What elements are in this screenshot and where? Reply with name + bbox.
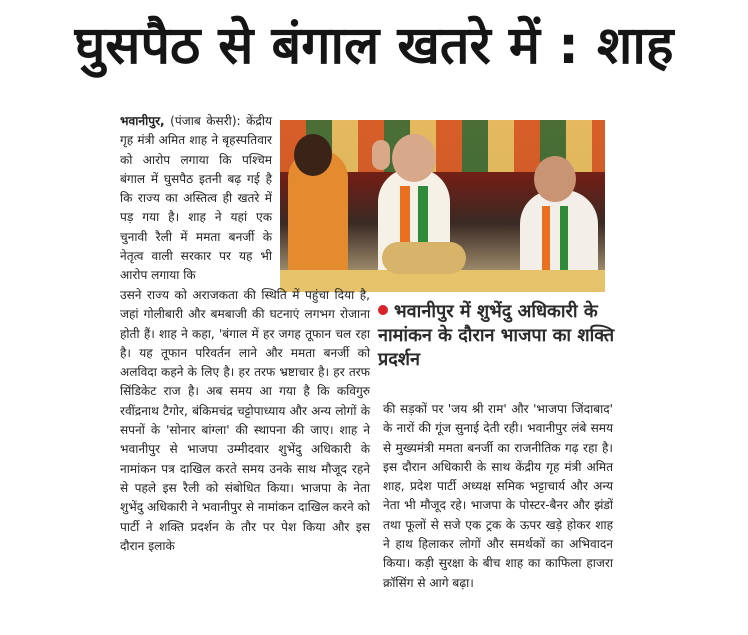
photo-person-left-head: [294, 134, 332, 176]
headline: घुसपैठ से बंगाल खतरे में : शाह: [74, 16, 674, 76]
photo-flower-basket: [382, 242, 466, 274]
article-column-2: [383, 400, 613, 593]
article-text-part-3: की सड़कों पर 'जय श्री राम' और 'भाजपा जिंदाबाद' के नारों की गूंज सुनाई देती रही। भवानीपुर लंबे समय से मुख्यमंत्री ममता बनर्जी का राजनीतिक गढ़ रहा है। इस दौरान अधिकारी के साथ केंद्रीय गृह मंत्री अमित शाह, प्रदेश पार्टी अध्यक्ष समिक भट्टाचार्य और अन्य नेता भी मौजूद रहे। भाजपा के पोस्टर-बैनर और झंडों तथा फूलों से सजे एक ट्रक के ऊपर खड़े होकर शाह ने हाथ हिलाकर लोगों और समर्थकों का अभिवादन किया। कड़ी सुरक्षा के बीच शाह का काफिला हाजरा क्रॉसिंग से आगे बढ़ा।: [383, 402, 613, 590]
caption-text: भवानीपुर में शुभेंदु अधिकारी के नामांकन के दौरान भाजपा का शक्ति प्रदर्शन: [378, 301, 615, 370]
article-text-part-2: उसने राज्य को अराजकता की स्थिति में पहुंचा दिया है, जहां गोलीबारी और बमबाजी की घटनाएं लगभग रोजाना होती हैं। शाह ने कहा, 'बंगाल में हर जगह तूफान चल रहा है। यह तूफान परिवर्तन लाने और ममता बनर्जी को अलविदा कहने के लिए है। हर तरफ भ्रष्टाचार है। हर तरफ सिंडिकेट राज है। अब समय आ गया है कि कविगुरु रवींद्रनाथ टैगोर, बंकिमचंद्र चट्टोपाध्याय और अन्य लोगों के सपनों के 'सोनार बांग्ला' की स्थापना की जाए। शाह ने भवानीपुर से भाजपा उम्मीदवार शुभेंदु अधिकारी के नामांकन पत्र दाखिल करते समय उनके साथ मौजूद रहने से पहले इस रैली को संबोधित किया। भाजपा के नेता शुभेंदु अधिकारी ने भवानीपुर से नामांकन दाखिल करने को पार्टी ने शक्ति प्रदर्शन के तौर पर पेश किया और इस दौरान इलाके: [120, 288, 370, 553]
photo-waving-hand: [372, 140, 390, 170]
article-column-1-bottom: [120, 286, 370, 556]
dateline: भवानीपुर,: [120, 114, 165, 128]
article-column-1-top: [120, 112, 272, 286]
news-photo: [280, 120, 605, 292]
article-text-part-1: केंद्रीय गृह मंत्री अमित शाह ने बृहस्पतिवार को आरोप लगाया कि पश्चिम बंगाल में घुसपैठ इतनी बढ़ गई है कि राज्य का अस्तित्व ही खतरे में पड़ गया है। शाह ने यहां एक चुनावी रैली में ममता बनर्जी के नेतृत्व वाली सरकार पर यह भी आरोप लगाया कि: [120, 114, 272, 283]
photo-caption: [378, 300, 618, 372]
caption-bullet-icon: [378, 305, 388, 315]
photo-person-center-head: [392, 134, 436, 182]
source-credit: (पंजाब केसरी):: [170, 114, 241, 128]
photo-person-right-head: [534, 156, 576, 202]
